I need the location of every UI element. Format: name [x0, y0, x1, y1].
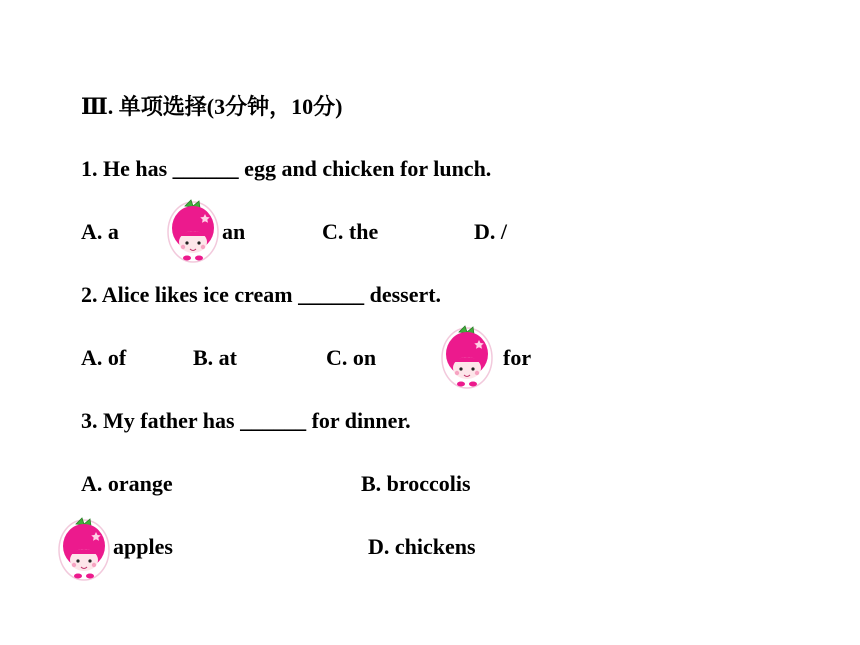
- question-3-option-d[interactable]: D. chickens: [368, 534, 476, 559]
- question-2-option-b[interactable]: B. at: [193, 345, 237, 370]
- section-title: Ⅲ. 单项选择(3分钟，10分): [81, 94, 343, 119]
- question-3-option-b[interactable]: B. broccolis: [361, 471, 471, 496]
- question-3-option-c[interactable]: apples: [113, 534, 173, 559]
- question-3-option-a[interactable]: A. orange: [81, 471, 173, 496]
- question-1-option-d[interactable]: D. /: [474, 219, 507, 244]
- question-1-stem: 1. He has ______ egg and chicken for lunch.: [81, 156, 492, 181]
- strawberry-girl-sticker-icon: [167, 198, 219, 264]
- strawberry-girl-sticker-icon: [441, 324, 493, 390]
- question-1-option-a[interactable]: A. a: [81, 219, 119, 244]
- question-2-stem: 2. Alice likes ice cream ______ dessert.: [81, 282, 442, 307]
- question-1-option-c[interactable]: C. the: [322, 219, 379, 244]
- question-2-option-d[interactable]: for: [503, 345, 532, 370]
- question-1-option-b[interactable]: an: [222, 219, 246, 244]
- question-2-option-c[interactable]: C. on: [326, 345, 377, 370]
- question-3-stem: 3. My father has ______ for dinner.: [81, 408, 411, 433]
- question-2-option-a[interactable]: A. of: [81, 345, 127, 370]
- strawberry-girl-sticker-icon: [58, 516, 110, 582]
